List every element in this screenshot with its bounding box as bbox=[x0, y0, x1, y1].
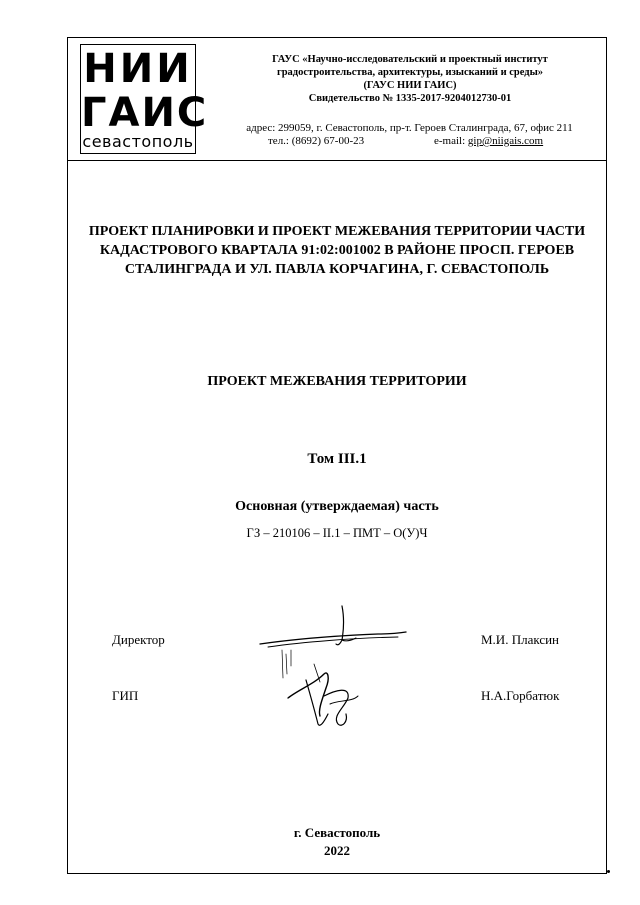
director-name: М.И. Плаксин bbox=[481, 632, 560, 647]
logo-line-1: НИИ bbox=[83, 46, 193, 92]
organization-name-line-2: градостроительства, архитектуры, изысканий и среды» bbox=[276, 67, 544, 78]
address: адрес: 299059, г. Севастополь, пр-т. Героев Сталинграда, 67, офис 211 bbox=[246, 122, 573, 134]
organization-abbreviation: (ГАУС НИИ ГАИС) bbox=[363, 80, 457, 91]
footer-year: 2022 bbox=[324, 843, 350, 858]
project-title bbox=[72, 222, 602, 279]
organization-name-line-1: ГАУС «Научно-исследовательский и проектный институт bbox=[272, 54, 548, 65]
director-role: Директор bbox=[112, 632, 165, 647]
email-label: e-mail: bbox=[434, 135, 466, 147]
part-title: Основная (утверждаемая) часть bbox=[235, 499, 439, 514]
chief-engineer-name: Н.А.Горбатюк bbox=[481, 688, 560, 703]
project-title-line-1: ПРОЕКТ ПЛАНИРОВКИ И ПРОЕКТ МЕЖЕВАНИЯ ТЕРРИТОРИИ ЧАСТИ bbox=[88, 224, 586, 239]
organization-logo bbox=[80, 44, 209, 154]
chief-engineer-role: ГИП bbox=[112, 688, 139, 703]
section-title: ПРОЕКТ МЕЖЕВАНИЯ ТЕРРИТОРИИ bbox=[207, 374, 467, 389]
handwritten-signature bbox=[258, 604, 408, 734]
project-title-line-2: КАДАСТРОВОГО КВАРТАЛА 91:02:001002 В РАЙОНЕ ПРОСП. ГЕРОЕВ bbox=[99, 243, 575, 258]
volume-number: Том III.1 bbox=[307, 451, 367, 467]
footer-city: г. Севастополь bbox=[293, 825, 381, 840]
email-link[interactable]: gip@niigais.com bbox=[467, 135, 544, 147]
footer bbox=[67, 824, 607, 860]
phone-number: тел.: (8692) 67-00-23 bbox=[268, 135, 365, 147]
email-block bbox=[434, 135, 543, 148]
header-divider bbox=[67, 160, 607, 161]
certificate-number: Свидетельство № 1335-2017-9204012730-01 bbox=[308, 93, 512, 104]
logo-line-2: ГАИС bbox=[81, 90, 209, 136]
corner-mark bbox=[606, 869, 611, 874]
project-title-line-3: СТАЛИНГРАДА И УЛ. ПАВЛА КОРЧАГИНА, Г. СЕВАСТОПОЛЬ bbox=[124, 262, 550, 277]
document-code: ГЗ – 210106 – II.1 – ПМТ – О(У)Ч bbox=[246, 526, 428, 540]
logo-line-3: севастополь bbox=[82, 132, 194, 151]
organization-header bbox=[215, 53, 605, 105]
